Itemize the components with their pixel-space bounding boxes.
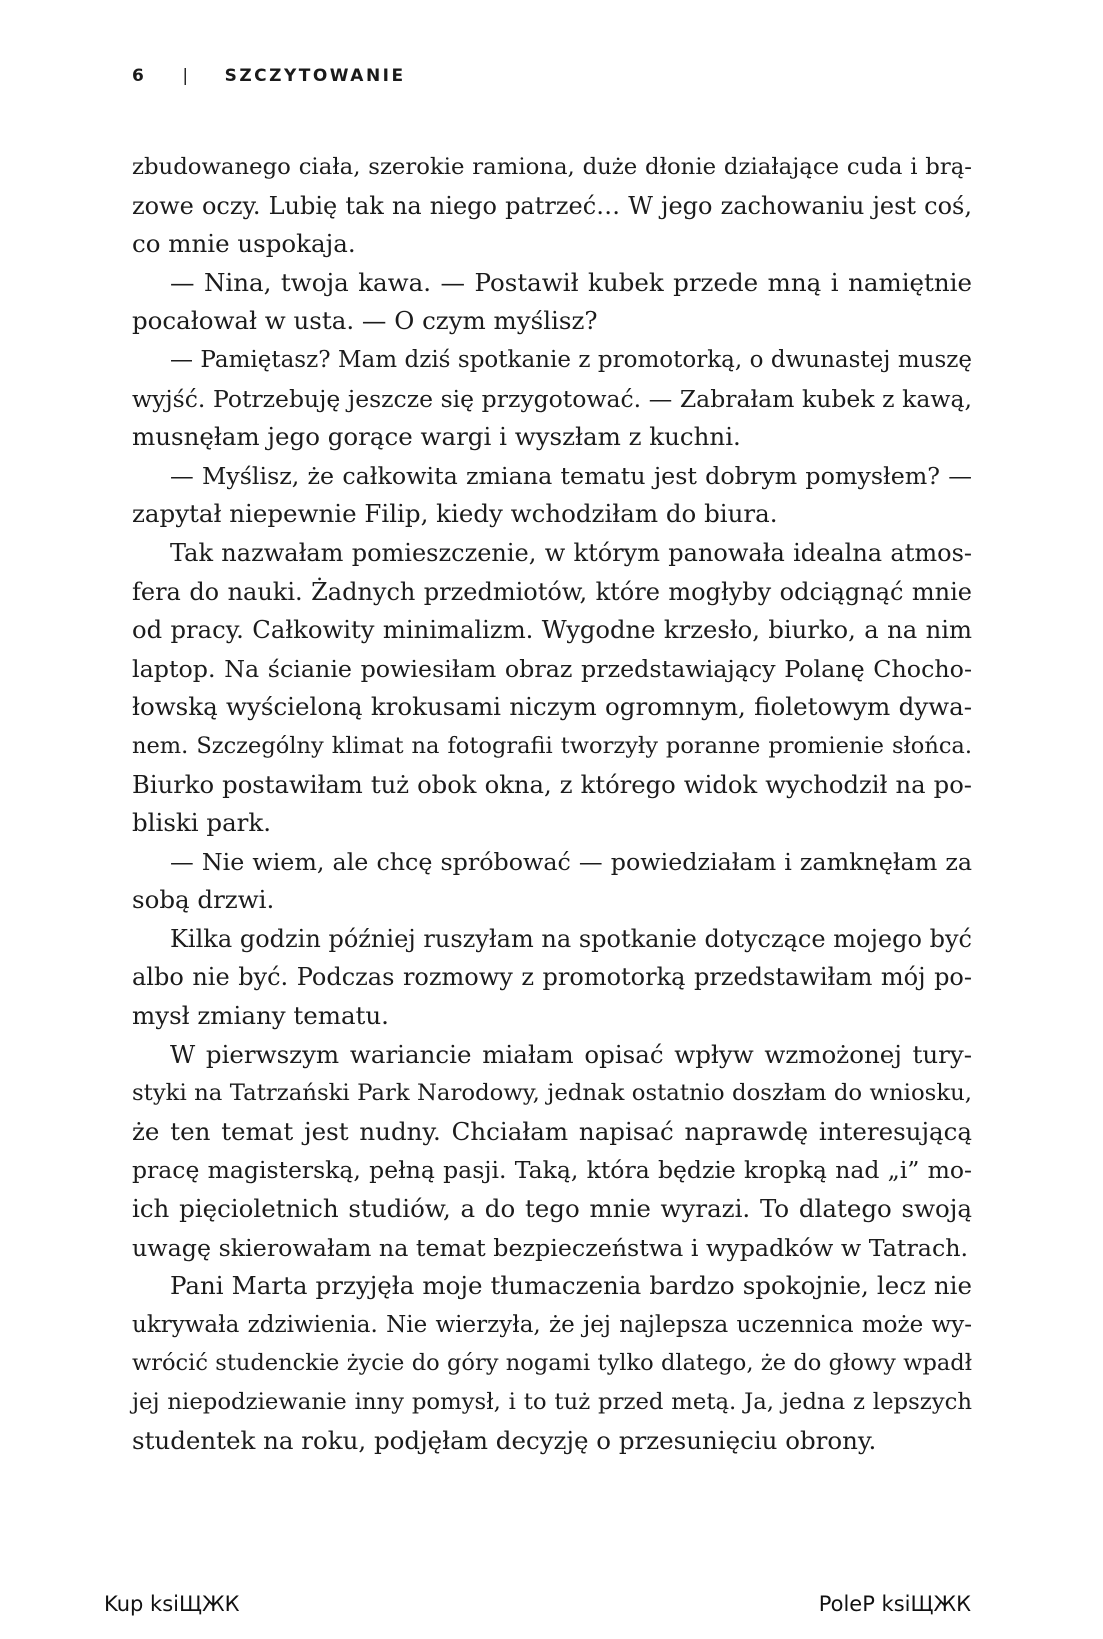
text-line: wrócić studenckie życie do góry nogami tylko dlatego, że do głowy wpadł <box>132 1350 972 1377</box>
text-line: fera do nauki. Żadnych przedmiotów, które mogłyby odciągnąć mnie <box>132 577 972 606</box>
text-line: Tak nazwałam pomieszczenie, w którym panowała idealna atmos- <box>170 538 972 567</box>
text-line: nem. Szczególny klimat na fotografii tworzyły poranne promienie słońca. <box>132 732 972 759</box>
text-line: jej niepodziewanie inny pomysł, i to tuż przed metą. Ja, jedna z lepszych <box>132 1389 972 1415</box>
page-number: 6 <box>132 66 147 86</box>
text-line: wyjść. Potrzebuję jeszcze się przygotować. — Zabrałam kubek z kawą, <box>132 384 972 413</box>
text-line: — Myślisz, że całkowita zmiana tematu jest dobrym pomysłem? — <box>170 461 972 490</box>
text-line: sobą drzwi. <box>132 885 275 915</box>
text-line: od pracy. Całkowity minimalizm. Wygodne krzesło, biurko, a na nim <box>132 615 972 645</box>
text-line: musnęłam jego gorące wargi i wyszłam z kuchni. <box>132 422 741 452</box>
running-head <box>132 66 406 86</box>
text-line: Biurko postawiłam tuż obok okna, z którego widok wychodził na po- <box>132 769 972 799</box>
text-line: — Nina, twoja kawa. — Postawił kubek przede mną i namiętnie <box>170 267 972 297</box>
text-line: ich pięcioletnich studiów, a do tego mnie wyrazi. To dlatego swoją <box>132 1194 972 1224</box>
text-line: — Nie wiem, ale chcę spróbować — powiedziałam i zamknęłam za <box>170 847 972 876</box>
text-line: W pierwszym wariancie miałam opisać wpływ wzmożonej tury- <box>170 1039 972 1069</box>
text-line: uwagę skierowałam na temat bezpieczeństwa i wypadków w Tatrach. <box>132 1233 969 1262</box>
text-line: ukrywała zdziwienia. Nie wierzyła, że jej najlepsza uczennica może wy- <box>132 1311 972 1338</box>
text-line: Pani Marta przyjęła moje tłumaczenia bardzo spokojnie, lecz nie <box>170 1271 972 1301</box>
body-text <box>132 148 972 1460</box>
text-line: mysł zmiany tematu. <box>132 1001 389 1031</box>
text-line: pocałował w usta. — O czym myślisz? <box>132 306 598 336</box>
text-line: albo nie być. Podczas rozmowy z promotorką przedstawiłam mój po- <box>132 963 972 992</box>
recommend-book-link[interactable]: PoleP ksiЩЖК <box>818 1592 971 1616</box>
header-separator: | <box>182 66 191 86</box>
text-line: co mnie uspokaja. <box>132 229 356 259</box>
text-line: laptop. Na ścianie powiesiłam obraz przedstawiający Polanę Chocho- <box>132 654 972 683</box>
text-line: bliski park. <box>132 808 272 838</box>
text-line: studentek na roku, podjęłam decyzję o przesunięciu obrony. <box>132 1425 877 1455</box>
text-line: styki na Tatrzański Park Narodowy, jednak ostatnio doszłam do wniosku, <box>132 1080 972 1107</box>
text-line: Kilka godzin później ruszyłam na spotkanie dotyczące mojego być <box>170 924 972 953</box>
text-line: że ten temat jest nudny. Chciałam napisać naprawdę interesującą <box>132 1116 972 1146</box>
text-line: zapytał niepewnie Filip, kiedy wchodziłam do biura. <box>132 499 778 529</box>
text-line: — Pamiętasz? Mam dziś spotkanie z promotorką, o dwunastej muszę <box>170 346 972 373</box>
book-title: SZCZYTOWANIE <box>224 66 406 86</box>
buy-book-link[interactable]: Kup ksiЩЖК <box>104 1592 240 1616</box>
text-line: łowską wyścieloną krokusami niczym ogromnym, fioletowym dywa- <box>132 692 972 722</box>
text-line: pracę magisterską, pełną pasji. Taką, która będzie kropką nad „i” mo- <box>132 1156 972 1185</box>
text-line: zowe oczy. Lubię tak na niego patrzeć… W jego zachowaniu jest coś, <box>132 191 972 220</box>
text-line: zbudowanego ciała, szerokie ramiona, duże dłonie działające cuda i brą- <box>132 154 972 180</box>
